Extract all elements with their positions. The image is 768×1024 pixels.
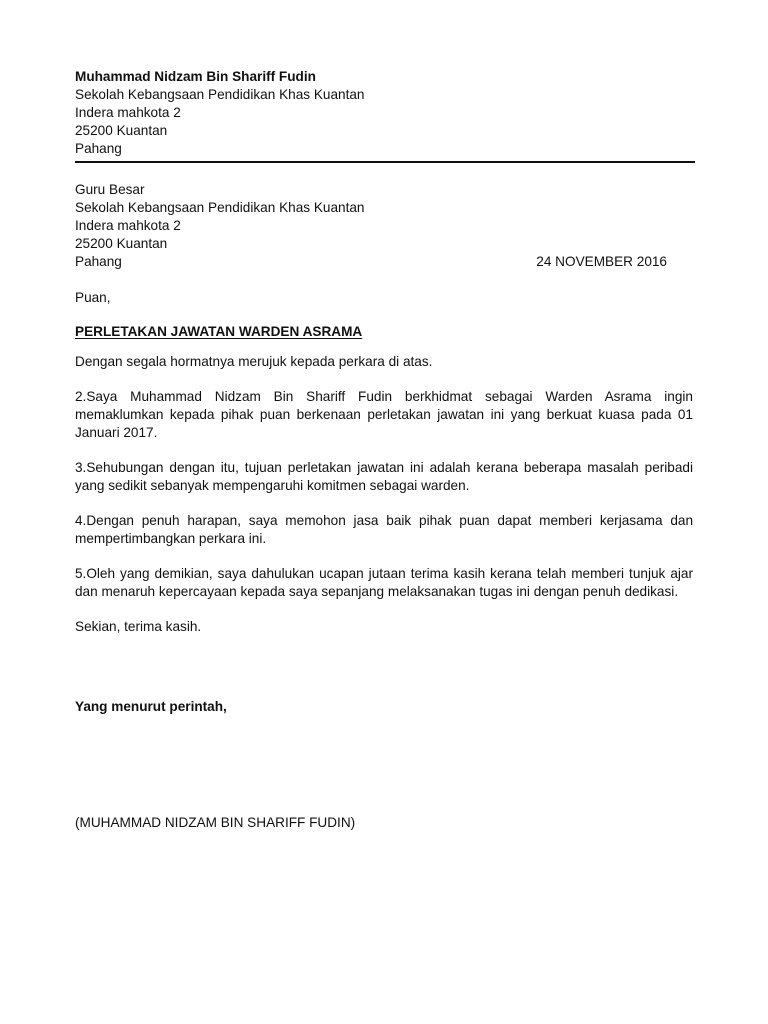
body-paragraph-3: 3.Sehubungan dengan itu, tujuan perletakan jawatan ini adalah kerana beberapa masalah peribadi yang sedikit sebanyak mempengaruhi komitmen sebagai warden. xyxy=(75,460,693,493)
letter-page xyxy=(75,68,693,832)
salutation: Puan, xyxy=(75,290,111,305)
recipient-state: Pahang xyxy=(75,254,122,269)
sender-school: Sekolah Kebangsaan Pendidikan Khas Kuantan xyxy=(75,87,365,102)
closing-acknowledgement: Sekian, terima kasih. xyxy=(75,619,202,634)
subject-heading: PERLETAKAN JAWATAN WARDEN ASRAMA xyxy=(75,324,363,339)
sender-state: Pahang xyxy=(75,141,122,156)
sender-postcode-city: 25200 Kuantan xyxy=(75,123,168,138)
recipient-title: Guru Besar xyxy=(75,182,145,197)
signature-name: (MUHAMMAD NIDZAM BIN SHARIFF FUDIN) xyxy=(75,815,356,830)
recipient-block xyxy=(75,181,693,271)
body-paragraph-2: 2.Saya Muhammad Nidzam Bin Shariff Fudin berkhidmat sebagai Warden Asrama ingin memaklumkan kepada pihak puan berkenaan perletakan jawatan ini yang berkuat kuasa pada 01 Januari 2017. xyxy=(75,389,693,440)
recipient-school: Sekolah Kebangsaan Pendidikan Khas Kuantan xyxy=(75,200,365,215)
sender-street: Indera mahkota 2 xyxy=(75,105,181,120)
closing-phrase: Yang menurut perintah, xyxy=(75,699,227,714)
recipient-postcode-city: 25200 Kuantan xyxy=(75,236,168,251)
body-paragraph-intro: Dengan segala hormatnya merujuk kepada perkara di atas. xyxy=(75,354,433,369)
recipient-street: Indera mahkota 2 xyxy=(75,218,181,233)
body-paragraph-4: 4.Dengan penuh harapan, saya memohon jasa baik pihak puan dapat memberi kerjasama dan mempertimbangkan perkara ini. xyxy=(75,513,693,546)
letter-date: 24 NOVEMBER 2016 xyxy=(536,254,667,269)
sender-name: Muhammad Nidzam Bin Shariff Fudin xyxy=(75,69,316,84)
header-divider xyxy=(75,161,695,163)
state-date-row xyxy=(75,253,693,271)
body-paragraph-5: 5.Oleh yang demikian, saya dahulukan ucapan jutaan terima kasih kerana telah memberi tunjuk ajar dan menaruh kepercayaan kepada saya sepanjang melaksanakan tugas ini dengan penuh dedikasi. xyxy=(75,566,693,599)
sender-block xyxy=(75,68,693,158)
